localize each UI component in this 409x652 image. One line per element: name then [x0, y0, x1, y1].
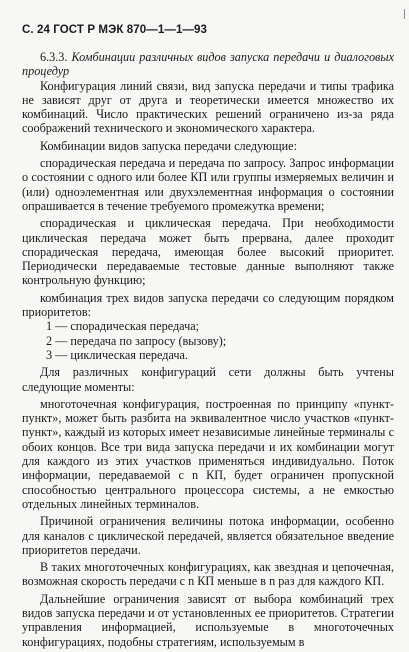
paragraph-5: комбинация трех видов запуска передачи со следующим порядком приоритетов: [22, 290, 394, 320]
paragraph-9: В таких многоточечных конфигурациях, как звездная и цепочечная, возможная скорость передачи с n КП меньше в n раз для каждого КП. [22, 560, 394, 589]
paragraph-6: Для различных конфигураций сети должны быть учтены следующие моменты: [22, 365, 394, 394]
paragraph-2: Комбинации видов запуска передачи следующие: [40, 138, 297, 153]
paragraph-8: Причиной ограничения величины потока информации, особенно для каналов с циклической передачей, является обязательное введение приоритетов передачи. [22, 514, 394, 557]
paragraph-3: спорадическая передача и передача по запросу. Запрос информации о состоянии с одного или более КП или группы измеряемых величин и (или) одноэлементная или двухэлементная информация о состоянии опрашивается в течение требуемого промежутка времени; [22, 156, 394, 213]
priority-item-1: 1 — спорадическая передача; [46, 319, 199, 334]
priority-item-2: 2 — передача по запросу (вызову); [46, 333, 227, 348]
section-number: 6.3.3. [40, 50, 68, 64]
document-page [22, 24, 394, 652]
margin-mark [404, 9, 405, 19]
section-heading [22, 50, 394, 79]
paragraph-1: Конфигурация линий связи, вид запуска передачи и типы трафика не зависят друг от друга и теоретически имеется множество их комбинаций. Число практических решений ограничено из-за ряда соображений технического и экономического характера. [22, 78, 394, 136]
paragraph-7: многоточечная конфигурация, построенная по принципу «пункт-пункт», может быть разбита на эквивалентное число участков «пункт-пункт», каждый из которых имеет независимые линейные терминалы с обоих концов. Все три вида запуска передачи и их комбинации могут для каждого из этих участков применяться индивидуально. Поток информации, передаваемой с n КП, будет ограничен пропускной способностью центрального процессора системы, а не емкостью отдельных линейных терминалов. [22, 396, 394, 511]
page-header: С. 24 ГОСТ Р МЭК 870—1—1—93 [22, 24, 208, 36]
paragraph-10: Дальнейшие ограничения зависят от выбора комбинаций трех видов запуска передачи и от установленных ее приоритетов. Стратегии управления информацией, используемые в многоточечных конфигурациях, подобны стратегиям, используемым в [22, 591, 394, 649]
section-title: Комбинации различных видов запуска передачи и диалоговых процедур [22, 50, 395, 79]
priority-item-3: 3 — циклическая передача. [46, 347, 188, 362]
paragraph-4: спорадическая и циклическая передача. При необходимости циклическая передача может быть прервана, далее проходит спорадическая передача, имеющая более высокий приоритет. Периодически передаваемые тестовые данные выполняют также контрольную функцию; [22, 216, 394, 288]
